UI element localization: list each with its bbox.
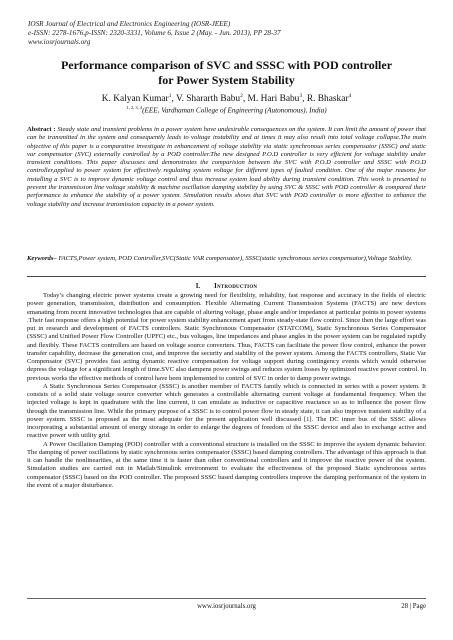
- paragraph: Today’s changing electric power systems create a growing need for flexibility, reliability, fast response and accuracy in the fields of electric power generation, transmission, distribution and consumption. Flexible Alternating Current Transmission Systems (FACTS) are new devices emanating from recent innovative technologies that are capable of altering voltage, phase angle and/or impedance at particular points in power systems .Their fast response offers a high potential for power system stability enhancement apart from steady-state flow control. Since then the large effort was put in research and development of FACTS controllers. Static Synchronous Compensator (STATCOM), Static Synchronous Series Compensator (SSSC) and Unified Power Flow Controller (UPFC) etc., bus voltages, line impedances and phase angles in the power system can be regulated rapidly and flexibly. These FACTS controllers are based on voltage source converters. Thus, FACTS can facilitate the power flow control, enhance the power transfer capability, decrease the generation cost, and improve the security and stability of the power system. Among the FACTS controllers, Static Var Compensator (SVC) provides fast acting dynamic reactive compensation for voltage support during contingency events which would otherwise depress the voltage for a significant length of time.SVC also dampens power swings and reduces system losses by optimized reactive power control. In previous works the effective methods of control have been implemented to control of SVC in order to damp power swings.: [27, 292, 426, 382]
- journal-name: IOSR Journal of Electrical and Electronics Engineering (IOSR-JEEE): [28, 20, 231, 28]
- affiliation: [20, 103, 433, 115]
- abstract: [27, 126, 426, 209]
- footer-divider: [27, 598, 426, 599]
- abstract-text: Steady state and transient problems in a power system have undesirable consequences on the system. It can limit the amount of power that can be transmitted in the system and consequently leads to voltage instability and at times it may also result into total voltage collapse.The main objective of this paper is a comparative investigate in enhancement of voltage stability via static synchronous series compensator (SSSC) and static var compensator (SVC) externally controlled by a POD controller.The new designed P.O.D controller is very efficient for voltage stability under transient conditions. This paper discusses and demonstrates the comparision between the SVC with P.O.D controller and SSSC with P.O.D controller,applied to power system for effectively regulating system voltage for different types of faulted condition. One of the major reasons for installing a SVC is to improve dynamic voltage control and thus increase system load ability during transient condition. This work is presented to prevent the transmission line voltage stability & machine oscillation damping stability by using SVC & SSSC with POD controller & compared their performance to enhance the stability of a power system. Simulation results shows that SVC with POD controller is more effective to enhance the voltage stability and increase transmission capacity in a power system.: [27, 126, 426, 208]
- keywords-text: FACTS,Power system, POD Controller,SVC(Static VAR compensator), SSSC(static synchronous series compensator),Voltage Stability.: [56, 255, 413, 262]
- paper-title: [20, 58, 433, 88]
- paragraph: A Static Synchronous Series Compensator (SSSC) is another member of FACTS family which is connected in series with a power system. It consists of a solid state voltage source converter which generates a controllable alternating current voltage at fundamental frequency. When the injected voltage is kept in quadrature with the line current, it can emulate as inductive or capacitive reactance so as to influence the power flow through the transmission line. While the primary purpose of a SSSC is to control power flow in steady state, it can also improve transient stability of a power system. SSSC is proposed as the most adequate for the present application well discussed [1]. The DC inner bus of the SSSC allows incorporating a substantial amount of energy storage in order to enlarge the degrees of freedom of the SSSC device and also to exchange active and reactive power with utility grid.: [27, 382, 426, 440]
- section-title: Introduction: [214, 283, 258, 290]
- keywords: [27, 255, 426, 263]
- author: V. Shararth Babu$^2$,: [175, 93, 248, 105]
- abstract-divider: [27, 276, 426, 277]
- section-heading: [27, 282, 426, 291]
- author: R. Bhaskar$^4$: [306, 93, 352, 105]
- title-line-2: for Power System Stability: [158, 73, 295, 87]
- journal-header: [28, 20, 428, 47]
- affiliation-numbers: 1, 2, 3, 4: [126, 105, 143, 110]
- page-number: 28 | Page: [401, 603, 426, 610]
- footer-url[interactable]: www.iosrjournals.org: [197, 603, 256, 610]
- section-number: I.: [195, 283, 201, 290]
- abstract-label: Abstract :: [27, 126, 56, 133]
- journal-url[interactable]: www.iosrjournals.org: [28, 38, 91, 46]
- author: K. Kalyan Kumar$^1$,: [101, 93, 176, 105]
- keywords-label: Keywords–: [27, 255, 57, 262]
- body-text: [27, 292, 426, 490]
- author: M. Hari Babu$^3$,: [247, 93, 307, 105]
- journal-issn: e-ISSN: 2278-1676,p-ISSN: 2320-3331, Volume 6, Issue 2 (May. - Jun. 2013), PP 28-37: [28, 29, 281, 37]
- affiliation-text: (EEE, Vardhaman College of Engineering (Autonomous), India): [142, 106, 327, 115]
- paragraph: A Power Oscillation Damping (POD) controller with a conventional structure is installed on the SSSC to improve the system dynamic behavior. The damping of power oscillations by static synchronous series compensator (SSSC) based damping controllers. The advantage of this approach is that it can handle the nonlinearities, at the same time it is faster than other conventional controllers and it improve the reactive power of the system. Simulation studies are carried out in Matlab/Simulink environment to evaluate the effectiveness of the proposed Static synchronous series compensator (SSSC) based on the POD controller. The proposed SSSC based damping controllers improve the damping performance of the system in the event of a major disturbance.: [27, 440, 426, 489]
- title-line-1: Performance comparison of SVC and SSSC with POD controller: [60, 58, 393, 72]
